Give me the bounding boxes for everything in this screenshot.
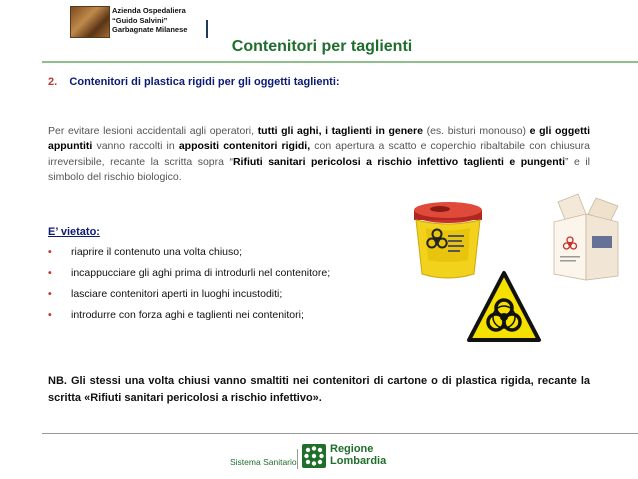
slide-title: Contenitori per taglienti	[231, 38, 413, 55]
bullet: •	[48, 288, 52, 300]
prohibited-list	[48, 245, 330, 329]
sharps-container-image	[410, 202, 486, 280]
header-divider	[206, 20, 208, 38]
para-bold-1: tutti gli aghi, i taglienti in genere	[257, 125, 423, 137]
list-item-text: lasciare contenitori aperti in luoghi incustoditi;	[71, 288, 283, 300]
rose-camuna-icon	[302, 444, 326, 468]
para-text-2: (es. bisturi monouso)	[422, 125, 530, 137]
bullet: •	[48, 246, 52, 258]
para-bold-2: e gli oggetti appuntiti	[48, 125, 590, 153]
biohazard-sign-image	[466, 270, 542, 346]
instructions-paragraph	[48, 124, 590, 185]
prohibited-heading: E’ vietato:	[48, 226, 100, 238]
list-item-text: incappucciare gli aghi prima di introdurli nel contenitore;	[71, 267, 331, 279]
list-item-text: riaprire il contenuto una volta chiuso;	[71, 246, 243, 258]
para-bold-3: appositi contenitori rigidi,	[178, 140, 311, 153]
section-heading	[48, 76, 340, 88]
logo-line-3: Garbagnate Milanese	[112, 25, 188, 34]
cardboard-box-image	[548, 192, 624, 284]
bullet: •	[48, 267, 52, 279]
bullet: •	[48, 309, 52, 321]
footer-system-text: Sistema Sanitario	[230, 457, 297, 467]
list-item-text: introdurre con forza aghi e taglienti nei contenitori;	[71, 309, 304, 321]
para-text-5: ” e il simbolo del rischio biologico.	[48, 155, 590, 183]
para-text-3: vanno raccolti in	[92, 140, 179, 153]
hospital-logo-text	[112, 6, 187, 35]
footer-separator	[297, 449, 298, 469]
region-logo-text	[330, 444, 386, 467]
section-number: 2.	[48, 76, 58, 88]
region-line-1: Regione	[330, 443, 374, 455]
list-item	[48, 266, 330, 287]
disposal-note: NB. Gli stessi una volta chiusi vanno smaltiti nei contenitori di cartone o di plastica rigida, recante la scritta «Rifiuti sanitari pericolosi a rischio infettivo».	[48, 375, 590, 404]
footer-rule	[42, 433, 638, 434]
para-bold-4: Rifiuti sanitari pericolosi a rischio infettivo taglienti e pungenti	[232, 155, 566, 168]
para-text-1: Per evitare lesioni accidentali agli operatori,	[48, 125, 258, 137]
para-text-4: con apertura a scatto e coperchio ribaltabile con chiusura irreversibile, recante la scritta sopra “	[48, 140, 590, 168]
logo-line-1: Azienda Ospedaliera	[112, 6, 186, 15]
region-line-2: Lombardia	[330, 454, 387, 467]
list-item	[48, 245, 330, 266]
list-item	[48, 287, 330, 308]
title-rule	[42, 61, 638, 63]
list-item	[48, 308, 330, 329]
section-heading-text: Contenitori di plastica rigidi per gli oggetti taglienti:	[69, 76, 340, 88]
logo-line-2: “Guido Salvini”	[112, 15, 168, 25]
hospital-logo-image	[70, 6, 110, 38]
